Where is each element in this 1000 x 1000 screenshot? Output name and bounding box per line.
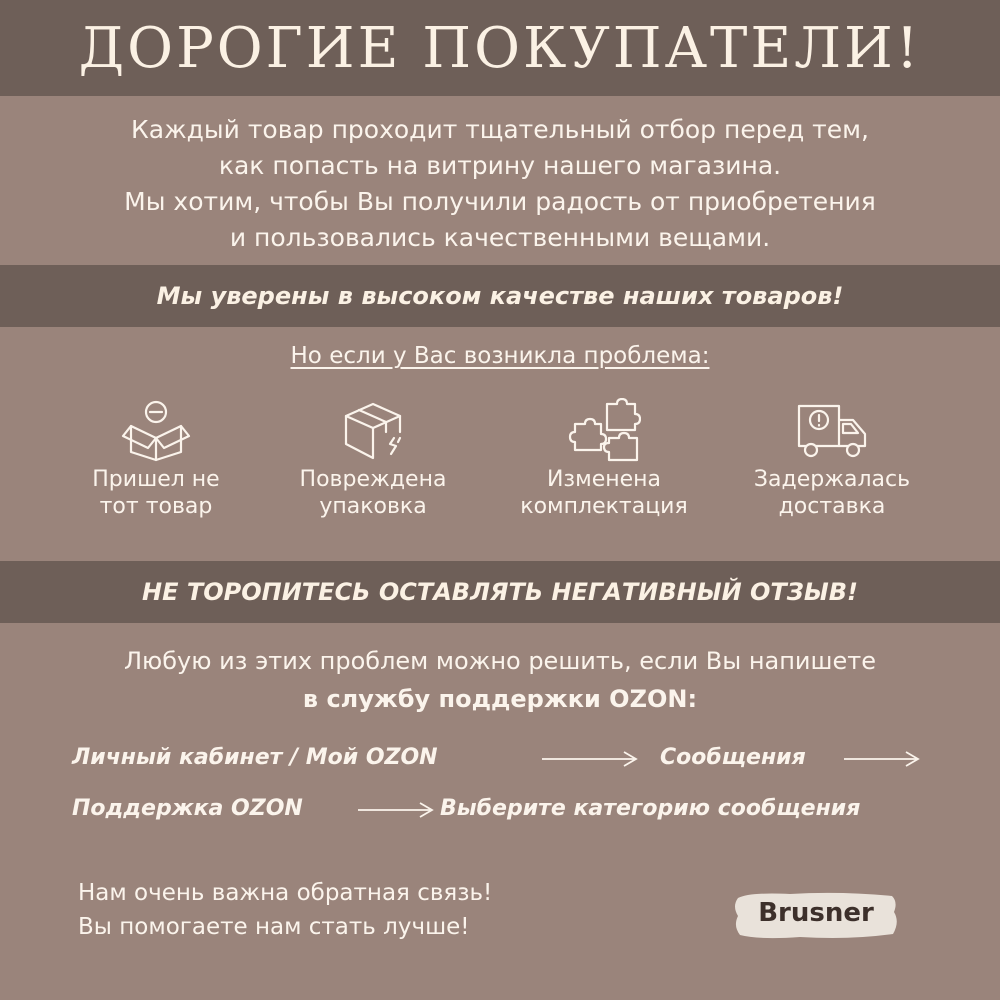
box-minus-icon (119, 398, 193, 462)
support-path-row-1 (0, 738, 1000, 778)
quality-banner (0, 265, 1000, 327)
support-path-row-2 (0, 789, 1000, 829)
quality-banner-text: Мы уверены в высоком качестве наших товаров! (156, 282, 844, 310)
brand-logo (730, 888, 902, 944)
damaged-box-icon (336, 398, 410, 462)
path-step-choose-category: Выберите категорию сообщения (440, 796, 861, 821)
puzzle-pieces-icon (567, 398, 641, 462)
problem-label: Повреждена упаковка (299, 467, 447, 519)
warning-banner-text: НЕ ТОРОПИТЕСЬ ОСТАВЛЯТЬ НЕГАТИВНЫЙ ОТЗЫВ! (142, 578, 858, 606)
problem-item-delayed-delivery (712, 398, 952, 520)
title-band (0, 0, 1000, 96)
problem-label: Пришел не тот товар (92, 467, 220, 519)
solution-text (0, 642, 1000, 718)
intro-line: Каждый товар проходит тщательный отбор перед тем, (131, 115, 869, 144)
problems-heading: Но если у Вас возникла проблема: (290, 343, 710, 369)
arrow-right-icon (842, 748, 922, 768)
intro-line: и пользовались качественными вещами. (229, 223, 771, 252)
intro-line: Мы хотим, чтобы Вы получили радость от приобретения (124, 187, 876, 216)
path-step-support: Поддержка OZON (72, 796, 303, 821)
intro-line: как попасть на витрину нашего магазина. (218, 151, 782, 180)
problem-label: Задержалась доставка (753, 467, 911, 519)
footer-text (78, 876, 492, 944)
problem-label: Изменена комплектация (520, 467, 688, 519)
problem-item-damaged-package (253, 398, 493, 520)
footer-line: Нам очень важна обратная связь! (78, 880, 493, 906)
delivery-truck-alert-icon (795, 398, 869, 462)
path-step-messages: Сообщения (660, 745, 806, 770)
problem-item-changed-set (484, 398, 724, 520)
path-step-personal-account: Личный кабинет / Мой OZON (72, 745, 438, 770)
problem-item-wrong-item (36, 398, 276, 520)
problem-icons-row (0, 398, 1000, 528)
arrow-right-icon (356, 799, 436, 819)
arrow-right-icon (540, 748, 640, 768)
solution-line-support: в службу поддержки OZON: (302, 685, 698, 713)
solution-line: Любую из этих проблем можно решить, если Вы напишете (124, 647, 876, 675)
intro-text (0, 112, 1000, 256)
page-title: ДОРОГИЕ ПОКУПАТЕЛИ! (78, 15, 922, 81)
warning-banner (0, 561, 1000, 623)
brand-name: Brusner (758, 898, 874, 928)
footer-line: Вы помогаете нам стать лучше! (78, 914, 470, 940)
